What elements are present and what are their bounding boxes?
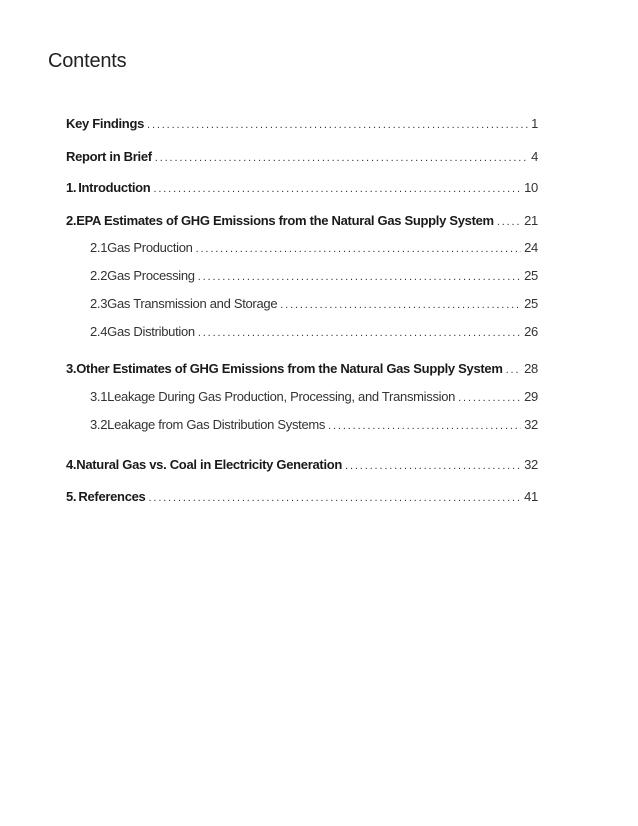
toc-entry-title: References	[78, 489, 146, 504]
toc-subentry-leakage-distribution[interactable]	[90, 417, 538, 434]
leader-dots	[147, 117, 528, 133]
toc-entry-number: 1.	[66, 180, 77, 195]
toc-entry-epa-estimates[interactable]	[66, 213, 538, 230]
toc-subentry-gas-production[interactable]	[90, 240, 538, 257]
toc-entry-page: 25	[524, 268, 538, 283]
toc-entry-introduction[interactable]	[66, 180, 538, 197]
leader-dots	[458, 390, 521, 406]
toc-subentry-leakage-production[interactable]	[90, 389, 538, 406]
toc-entry-title: Gas Production	[107, 240, 193, 255]
leader-dots	[506, 362, 522, 378]
toc-entry-other-estimates[interactable]	[66, 361, 538, 378]
toc-entry-title: Other Estimates of GHG Emissions from the Natural Gas Supply System	[76, 361, 503, 376]
leader-dots	[345, 458, 521, 474]
toc-entry-number: 3.	[66, 361, 77, 376]
toc-entry-number: 5.	[66, 489, 77, 504]
toc-entry-number: 4.	[66, 457, 77, 472]
toc-entry-page: 10	[524, 180, 538, 195]
toc-entry-title: Leakage from Gas Distribution Systems	[107, 417, 326, 432]
toc-entry-number: 3.1	[90, 389, 108, 404]
toc-subentry-gas-processing[interactable]	[90, 268, 538, 285]
leader-dots	[497, 214, 521, 230]
toc-entry-number: 2.3	[90, 296, 108, 311]
leader-dots	[198, 269, 521, 285]
toc-entry-number: 3.2	[90, 417, 108, 432]
toc-entry-title: Natural Gas vs. Coal in Electricity Generation	[76, 457, 343, 472]
leader-dots	[153, 181, 521, 197]
toc-entry-page: 25	[524, 296, 538, 311]
toc-entry-number: 2.2	[90, 268, 108, 283]
toc-entry-page: 41	[524, 489, 538, 504]
toc-entry-report-in-brief[interactable]	[66, 149, 538, 166]
toc-entry-number: 2.1	[90, 240, 108, 255]
toc-entry-title: EPA Estimates of GHG Emissions from the Natural Gas Supply System	[76, 213, 494, 228]
leader-dots	[155, 150, 528, 166]
toc-entry-title: Leakage During Gas Production, Processing, and Transmission	[107, 389, 456, 404]
toc-entry-page: 24	[524, 240, 538, 255]
toc-entry-page: 32	[524, 417, 538, 432]
leader-dots	[196, 241, 522, 257]
leader-dots	[198, 325, 521, 341]
toc-entry-key-findings[interactable]	[66, 116, 538, 133]
toc-entry-page: 21	[524, 213, 538, 228]
toc-entry-page: 26	[524, 324, 538, 339]
toc-entry-references[interactable]	[66, 489, 538, 506]
toc-entry-title: Gas Distribution	[107, 324, 195, 339]
toc-entry-title: Introduction	[78, 180, 151, 195]
toc-entry-number: 2.	[66, 213, 77, 228]
leader-dots	[149, 490, 522, 506]
toc-entry-page: 4	[531, 149, 538, 164]
toc-entry-page: 1	[531, 116, 538, 131]
toc-entry-page: 29	[524, 389, 538, 404]
leader-dots	[280, 297, 521, 313]
toc-entry-gas-vs-coal[interactable]	[66, 457, 538, 474]
toc-entry-number: 2.4	[90, 324, 108, 339]
toc-entry-title: Report in Brief	[66, 149, 152, 164]
toc-entry-title: Gas Transmission and Storage	[107, 296, 278, 311]
leader-dots	[328, 418, 521, 434]
toc-subentry-gas-distribution[interactable]	[90, 324, 538, 341]
toc-entry-page: 32	[524, 457, 538, 472]
page-title: Contents	[48, 50, 127, 72]
toc-entry-title: Gas Processing	[107, 268, 195, 283]
toc-entry-title: Key Findings	[66, 116, 145, 131]
toc-subentry-gas-transmission[interactable]	[90, 296, 538, 313]
toc-entry-page: 28	[524, 361, 538, 376]
